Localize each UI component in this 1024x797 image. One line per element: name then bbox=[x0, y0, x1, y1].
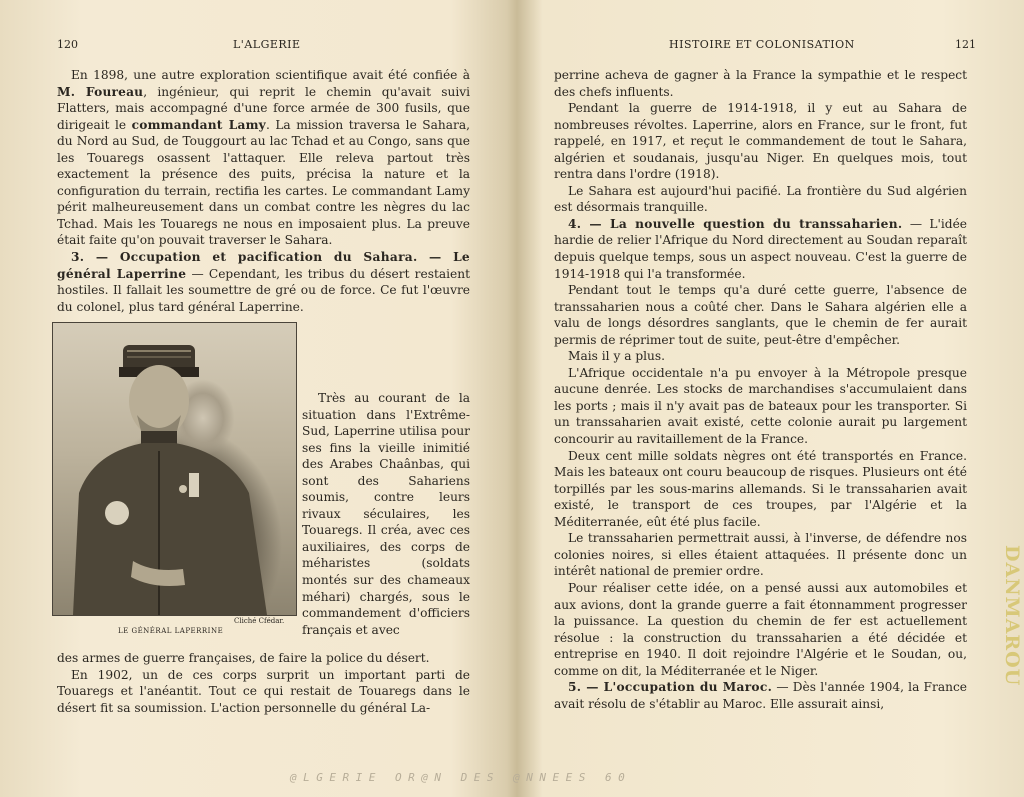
text-run: Le Sahara est aujourd'hui pacifié. La frontière du Sud algérien est désormais tranquille. bbox=[554, 183, 967, 215]
right-paragraph bbox=[554, 365, 967, 448]
text-run: Pendant la guerre de 1914-1918, il y eut au Sahara de nombreuses révoltes. Laperrine, alors en France, sur le front, fut rappelé, en 1917, et reçut le commandement de tout le Sahara, algérien et soudanais, jusqu'au Niger. En quelques mois, tout rentra dans l'ordre (1918). bbox=[554, 101, 967, 182]
section-heading: 4. — La nouvelle question du transsaharien. bbox=[568, 216, 903, 231]
text-run: , ingénieur, qui reprit le chemin qu'avait suivi Flatters, mais accompagné d'une force armée de 300 fusils, que dirigeait le bbox=[57, 84, 470, 132]
right-page bbox=[512, 0, 1024, 797]
right-paragraph bbox=[554, 216, 967, 282]
right-paragraph bbox=[554, 580, 967, 679]
police-du-desert-line: des armes de guerre françaises, de faire la police du désert. bbox=[57, 651, 430, 665]
watermark-side: DANMAROU bbox=[1001, 545, 1023, 687]
bold-name-run: M. Foureau bbox=[57, 84, 144, 99]
right-paragraph bbox=[554, 348, 967, 365]
text-run: Le transsaharien permettrait aussi, à l'inverse, de défendre nos colonies noires, si elles étaient attaquées. Il présente donc un intérêt national de premier ordre. bbox=[554, 531, 967, 579]
paragraph-foureau-mission bbox=[57, 67, 470, 249]
portrait-photo-laperrine bbox=[52, 322, 297, 616]
page-number-left: 120 bbox=[57, 38, 78, 51]
photo-caption: LE GÉNÉRAL LAPERRINE bbox=[118, 627, 224, 635]
page-number-right: 121 bbox=[955, 38, 976, 51]
text-run: perrine acheva de gagner à la France la sympathie et le respect des chefs influents. bbox=[554, 68, 967, 99]
right-paragraph bbox=[554, 282, 967, 348]
text-run: — Dès l'année 1904, la France avait résolu de s'établir au Maroc. Elle assurait ainsi, bbox=[554, 680, 967, 711]
right-paragraph bbox=[554, 183, 967, 216]
right-paragraph bbox=[554, 679, 967, 712]
left-narrow-column bbox=[302, 291, 470, 638]
text-run: Deux cent mille soldats nègres ont été transportés en France. Mais les bateaux ont couru beaucoup de risques. Plusieurs ont été torpillés par les sous-marins allemands. Si le transsaharien avait existé, le transport de ces troupes, par l'Algérie et la Méditerranée, eût été plus facile. bbox=[554, 448, 967, 529]
portrait-illustration bbox=[53, 323, 296, 615]
section-3-intro-text: — Cependant, les tribus du désert restaient hostiles. Il fallait les soumettre de gré ou de force. Ce fut l'œuvre du colonel, plus tard général Laperrine. bbox=[57, 266, 470, 314]
text-run: Mais il y a plus. bbox=[568, 349, 666, 364]
section-3-heading: 3. — Occupation et pacification du Sahara. — Le général Laperrine bbox=[57, 250, 470, 281]
laperrine-paragraph: Très au courant de la situation dans l'Extrême-Sud, Laperrine utilisa pour ses fins la vieille inimitié des Arabes Chaânbas, qui sont des Sahariens soumis, contre leurs rivaux séculaires, les Touaregs. Il créa, avec ces auxiliaires, des corps de méharistes (soldats montés sur des chameaux méhari) chargés, sous le commandement d'officiers français et avec bbox=[302, 391, 470, 637]
right-paragraph bbox=[554, 530, 967, 580]
text-run: — L'idée hardie de relier l'Afrique du Nord directement au Soudan reparaît depuis quelque temps, sous un aspect nouveau. C'est la guerre de 1914-1918 qui l'a transformée. bbox=[554, 216, 967, 281]
left-body-text bbox=[57, 67, 470, 315]
right-paragraph bbox=[554, 100, 967, 183]
photo-credit: Cliché Cfédar. bbox=[234, 617, 285, 625]
section-heading: 5. — L'occupation du Maroc. bbox=[568, 680, 773, 695]
text-run: . La mission traversa le Sahara, du Nord au Sud, de Touggourt au lac Tchad et au Congo, sans que les Touaregs osassent l'attaquer. Elle releva partout très exactement la présence des puits, précisa la nature et la configuration du terrain, rectifia les cartes. Le commandant Lamy périt malheureusement dans un combat contre les nègres du lac Tchad. Mais les Touaregs ne nous en imposaient plus. La preuve était faite qu'on pouvait traverser le Sahara. bbox=[57, 117, 470, 248]
bold-name-run: commandant Lamy bbox=[131, 117, 266, 132]
right-body-text bbox=[554, 67, 967, 712]
text-run: Pour réaliser cette idée, on a pensé aussi aux automobiles et aux avions, dont la grande guerre a fait étonnamment progresser la puissance. La question du chemin de fer est actuellement résolue : la construction du transsaharien a été décidée et entreprise en 1940. Il doit rejoindre l'Algérie et le Soudan, ou, comme on dit, la Méditerranée et le Niger. bbox=[554, 580, 967, 678]
left-bottom-text bbox=[57, 650, 470, 716]
watermark-bottom: @LGERIE OR@N DES @NNEES 60 bbox=[290, 771, 632, 784]
paragraph-1902: En 1902, un de ces corps surprit un important parti de Touaregs et l'anéantit. Tout ce qui restait de Touaregs dans le désert fit sa soumission. L'action personnelle du général La- bbox=[57, 667, 470, 715]
text-run: En 1898, une autre exploration scientifique avait été confiée à bbox=[71, 68, 470, 82]
text-run: L'Afrique occidentale n'a pu envoyer à la Métropole presque aucune denrée. Les stocks de marchandises s'accumulaient dans les ports ; mais il n'y avait pas de bateaux pour les transporter. Si un transsaharien avait existé, cette colonie aurait pu largement concourir au ravitaillement de la France. bbox=[554, 365, 967, 447]
text-run: Pendant tout le temps qu'a duré cette guerre, l'absence de transsaharien nous a coûté cher. Dans le Sahara algérien elle a valu de longs désordres sanglants, que le chemin de fer aurait permis de réprimer tout de suite, peut-être d'empêcher. bbox=[554, 283, 967, 347]
right-paragraph bbox=[554, 448, 967, 531]
running-header-left: L'ALGERIE bbox=[233, 38, 301, 51]
right-paragraph bbox=[554, 67, 967, 100]
running-header-right: HISTOIRE ET COLONISATION bbox=[669, 38, 855, 51]
